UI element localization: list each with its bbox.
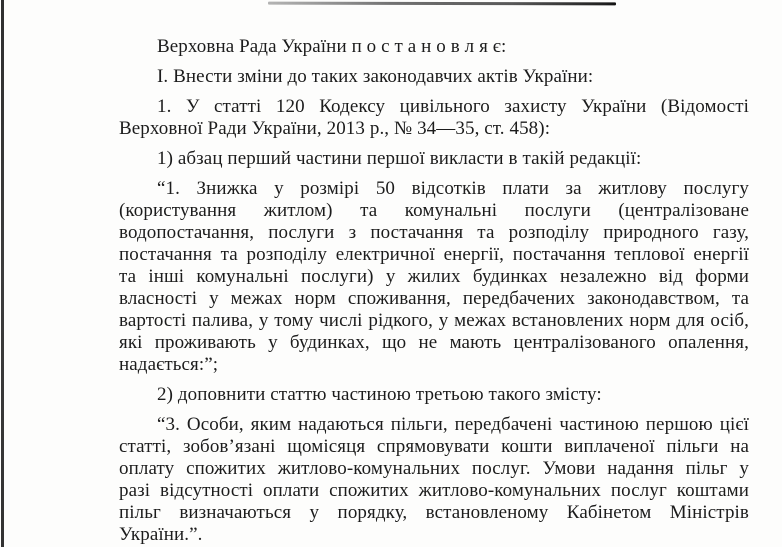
text-line: водопостачання, послуги з постачання та розподілу природного газу, xyxy=(119,222,749,243)
item-1-intro xyxy=(119,96,749,140)
text-line: та інші комунальні послуги) у жилих будинках незалежно від форми xyxy=(119,266,749,287)
scan-edge-artifact xyxy=(1,0,4,547)
text-line: надається:”; xyxy=(119,354,219,375)
scan-line-artifact xyxy=(268,2,616,6)
text-line: (користування житлом) та комунальні послуги (централізоване xyxy=(119,200,749,221)
text-line: 1) абзац перший частини першої викласти в такій редакції: xyxy=(157,148,642,169)
text-line: власності у межах норм споживання, передбачених законодавством, та xyxy=(119,288,749,309)
text-line: разі відсутності оплати спожитих житлово-комунальних послуг коштами xyxy=(119,480,749,501)
text-line: постачання та розподілу електричної енергії, постачання теплової енергії xyxy=(119,244,749,265)
text-line: 1. У статті 120 Кодексу цивільного захисту України (Відомості xyxy=(157,96,749,117)
text-line: 2) доповнити статтю частиною третьою такого змісту: xyxy=(157,384,602,405)
text-line: “1. Знижка у розмірі 50 відсотків плати за житлову послугу xyxy=(157,178,749,199)
text-line: Верховна Рада України п о с т а н о в л я є: xyxy=(157,36,507,57)
text-line: статті, зобов’язані щомісяця спрямовувати кошти виплаченої пільги на xyxy=(119,436,749,457)
text-line: Верховної Ради України, 2013 р., № 34—35, ст. 458): xyxy=(119,118,551,139)
subitem-1-intro xyxy=(119,148,749,170)
text-line: оплату спожитих житлово-комунальних послуг. Умови надання пільг у xyxy=(119,458,749,479)
text-line: України.”. xyxy=(119,524,203,545)
text-line: які проживають у будинках, що не мають централізованого опалення, xyxy=(119,332,749,353)
quoted-part-1 xyxy=(119,178,749,376)
section-1-intro xyxy=(119,66,749,88)
text-line: вартості палива, у тому числі рідкого, у межах встановлених норм для осіб, xyxy=(119,310,749,331)
text-line: пільг визначаються у порядку, встановленому Кабінетом Міністрів xyxy=(119,502,749,523)
quoted-part-3 xyxy=(119,414,749,546)
text-line: “3. Особи, яким надаються пільги, передбачені частиною першою цієї xyxy=(157,414,749,435)
subitem-2-intro xyxy=(119,384,749,406)
text-line: І. Внести зміни до таких законодавчих актів України: xyxy=(157,66,594,87)
enacting-clause xyxy=(119,36,749,58)
document-body xyxy=(119,36,749,546)
